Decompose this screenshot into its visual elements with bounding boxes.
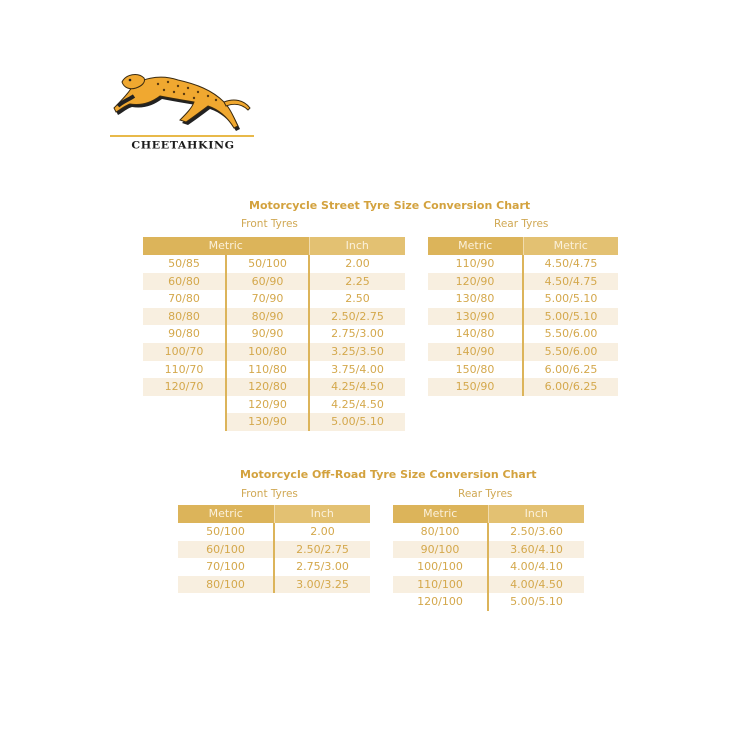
table-row <box>143 378 405 396</box>
table-cell: 60/90 <box>226 273 309 291</box>
table-cell: 60/100 <box>178 541 274 559</box>
column-header: Inch <box>488 505 584 523</box>
table-cell: 130/90 <box>226 413 309 431</box>
table-row <box>393 558 584 576</box>
table-cell: 80/100 <box>178 576 274 594</box>
table-cell: 50/100 <box>206 525 245 538</box>
table-row <box>428 343 618 361</box>
table-cell: 2.75/3.00 <box>274 558 370 576</box>
table-cell: 4.25/4.50 <box>309 378 405 396</box>
table-cell: 5.00/5.10 <box>523 290 618 308</box>
table-cell: 3.25/3.50 <box>309 343 405 361</box>
table-cell: 2.25 <box>309 273 405 291</box>
table-cell: 2.50/3.60 <box>488 523 584 541</box>
street-rear-label: Rear Tyres <box>494 218 549 230</box>
column-header: Inch <box>274 505 370 523</box>
table-row <box>428 325 618 343</box>
table-cell: 6.00/6.25 <box>523 378 618 396</box>
table-header-row <box>393 505 584 523</box>
table-cell: 60/80 <box>143 273 226 291</box>
table-cell: 70/90 <box>226 290 309 308</box>
table-cell: 2.00 <box>274 523 370 541</box>
table-cell: 5.50/6.00 <box>523 343 618 361</box>
table-row <box>393 593 584 611</box>
table-cell: 110/70 <box>164 362 204 376</box>
table-row <box>143 361 405 379</box>
table-cell: 110/100 <box>393 576 488 594</box>
table-cell: 4.50/4.75 <box>523 255 618 273</box>
table-row <box>143 290 405 308</box>
table-cell: 110/90 <box>455 257 495 270</box>
cheetah-icon <box>108 68 258 134</box>
table-cell: 70/80 <box>168 292 200 306</box>
column-header: Metric <box>393 505 488 523</box>
table-cell: 150/90 <box>428 378 523 396</box>
table-cell: 2.50/2.75 <box>274 541 370 559</box>
table-cell: 140/80 <box>455 327 495 341</box>
table-cell: 2.00 <box>309 255 405 273</box>
table-cell: 2.50 <box>309 290 405 308</box>
table-row <box>393 541 584 559</box>
table-cell: 3.60/4.10 <box>488 541 584 559</box>
table-header-row <box>428 237 618 255</box>
table-row <box>428 308 618 326</box>
table-cell: 140/90 <box>428 343 523 361</box>
table-cell: 3.75/4.00 <box>309 361 405 379</box>
table-cell: 2.50/2.75 <box>309 308 405 326</box>
table-row <box>178 523 370 541</box>
brand-logo <box>108 68 258 156</box>
table-row <box>393 576 584 594</box>
table-cell: 120/90 <box>428 273 523 291</box>
table-cell: 150/80 <box>455 362 495 376</box>
table-cell: 110/80 <box>226 361 309 379</box>
table-cell: 90/80 <box>168 327 200 341</box>
offroad-front-table <box>178 505 370 593</box>
column-header: Metric <box>143 237 309 255</box>
table-row <box>143 325 405 343</box>
column-header: Metric <box>178 505 274 523</box>
table-cell: 80/90 <box>226 308 309 326</box>
table-cell: 5.00/5.10 <box>309 413 405 431</box>
table-cell: 130/90 <box>428 308 523 326</box>
logo-underline <box>110 135 254 137</box>
column-header: Metric <box>523 237 618 255</box>
table-cell: 3.00/3.25 <box>274 576 370 594</box>
offroad-chart-title: Motorcycle Off-Road Tyre Size Conversion Chart <box>240 468 537 481</box>
table-cell: 80/80 <box>143 308 226 326</box>
street-front-table <box>143 237 405 431</box>
table-cell: 100/100 <box>417 560 463 574</box>
table-row <box>143 396 405 414</box>
table-cell: 120/70 <box>143 378 226 396</box>
table-row <box>178 576 370 594</box>
table-cell: 80/100 <box>420 525 460 538</box>
offroad-front-label: Front Tyres <box>241 488 298 500</box>
table-cell: 130/80 <box>455 292 495 306</box>
table-row <box>428 361 618 379</box>
table-cell: 5.50/6.00 <box>523 325 618 343</box>
table-cell: 120/80 <box>226 378 309 396</box>
table-cell: 100/70 <box>143 343 226 361</box>
table-cell: 50/100 <box>226 255 309 273</box>
table-row <box>143 413 405 431</box>
table-row <box>393 523 584 541</box>
table-row <box>428 378 618 396</box>
table-cell <box>143 413 226 431</box>
street-rear-table <box>428 237 618 396</box>
table-row <box>143 273 405 291</box>
table-row <box>143 343 405 361</box>
table-cell: 90/100 <box>393 541 488 559</box>
table-cell: 5.00/5.10 <box>488 593 584 611</box>
table-row <box>178 558 370 576</box>
table-cell: 6.00/6.25 <box>523 361 618 379</box>
brand-name: CHEETAHKING <box>131 139 235 152</box>
column-header: Inch <box>309 237 405 255</box>
table-row <box>143 308 405 326</box>
table-cell <box>143 396 226 414</box>
table-row <box>143 255 405 273</box>
table-cell: 2.75/3.00 <box>309 325 405 343</box>
table-cell: 4.00/4.10 <box>488 558 584 576</box>
offroad-rear-table <box>393 505 584 611</box>
table-cell: 120/100 <box>417 595 463 609</box>
table-cell: 70/100 <box>206 560 245 574</box>
street-front-label: Front Tyres <box>241 218 298 230</box>
table-cell: 100/80 <box>226 343 309 361</box>
table-cell: 90/90 <box>226 325 309 343</box>
column-header: Metric <box>428 237 523 255</box>
table-cell: 50/85 <box>168 257 200 270</box>
table-row <box>178 541 370 559</box>
table-cell: 4.00/4.50 <box>488 576 584 594</box>
table-header-row <box>143 237 405 255</box>
table-row <box>428 273 618 291</box>
table-cell: 5.00/5.10 <box>523 308 618 326</box>
table-header-row <box>178 505 370 523</box>
table-cell: 120/90 <box>226 396 309 414</box>
table-cell: 4.25/4.50 <box>309 396 405 414</box>
street-chart-title: Motorcycle Street Tyre Size Conversion Chart <box>249 199 531 212</box>
table-cell: 4.50/4.75 <box>523 273 618 291</box>
table-row <box>428 255 618 273</box>
offroad-rear-label: Rear Tyres <box>458 488 513 500</box>
table-row <box>428 290 618 308</box>
